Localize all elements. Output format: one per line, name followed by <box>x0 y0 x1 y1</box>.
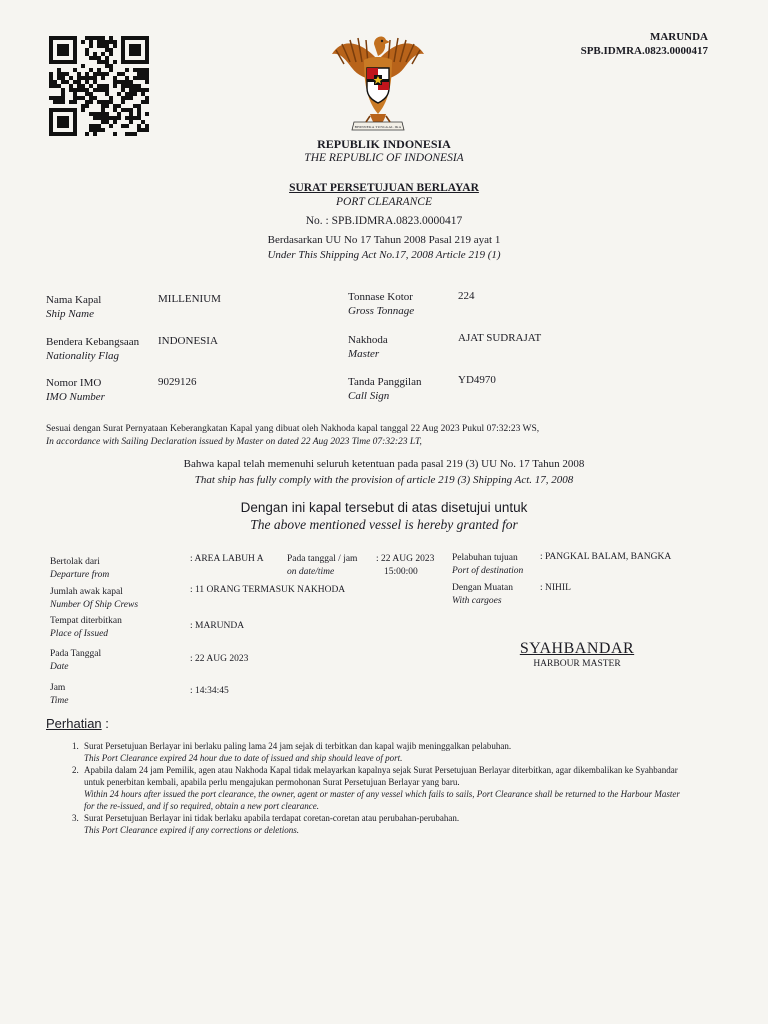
issue-date-label <box>50 648 101 674</box>
imo-label-en: IMO Number <box>46 391 105 403</box>
issue-time-label <box>50 682 68 708</box>
ship-name-label <box>46 293 101 321</box>
document-number: No. : SPB.IDMRA.0823.0000417 <box>305 215 463 227</box>
granted-statement: Dengan ini kapal tersebut di atas disetujui untuk <box>240 500 528 515</box>
header-right <box>581 30 708 58</box>
departure-from-label-en: Departure from <box>50 570 110 580</box>
note-text-id: Apabila dalam 24 jam Pemilik, agen atau Nakhoda Kapal tidak melayarkan kapalnya sejak Surat Persetujuan Berlayar diterbitkan, agar dikembalikan ke Syahbandar untuk penerbitan kembali, apabila perlu mengajukan permohonan Surat Persetujuan Berlayar yang baru. <box>84 765 678 787</box>
issue-time-value: : 14:34:45 <box>190 686 229 696</box>
flag-label-id: Bendera Kebangsaan <box>46 336 140 348</box>
flag-value: INDONESIA <box>158 335 218 347</box>
crew-value: : 11 ORANG TERMASUK NAKHODA <box>190 585 346 595</box>
ship-name-label-en: Ship Name <box>46 308 94 320</box>
departure-from-label-id: Bertolak dari <box>50 557 100 567</box>
cargo-value: : NIHIL <box>540 583 571 593</box>
ship-name-label-id: Nama Kapal <box>46 294 102 306</box>
departure-date: : 22 AUG 2023 <box>376 554 435 564</box>
note-item <box>72 764 692 812</box>
master-label-en: Master <box>348 348 380 360</box>
gross-tonnage-value: 224 <box>458 290 475 302</box>
issue-time-label-en: Time <box>50 696 69 706</box>
destination-label-en: Port of destination <box>452 566 524 576</box>
note-text-en: This Port Clearance expired if any corrections or deletions. <box>84 825 300 835</box>
harbour-master-signature <box>512 640 642 669</box>
ship-name-value: MILLENIUM <box>158 293 221 305</box>
syahbandar-title: SYAHBANDAR <box>519 640 635 657</box>
document-title: SURAT PERSETUJUAN BERLAYAR <box>289 182 479 194</box>
compliance-statement: Bahwa kapal telah memenuhi seluruh ketentuan pada pasal 219 (3) UU No. 17 Tahun 2008 <box>183 458 585 470</box>
crew-label-en: Number Of Ship Crews <box>50 600 139 610</box>
notes-list <box>72 740 692 836</box>
master-label-id: Nakhoda <box>348 334 388 346</box>
place-issued-label-id: Tempat diterbitkan <box>50 616 122 626</box>
republic-title: REPUBLIK INDONESIA <box>317 137 451 151</box>
departure-date-value <box>376 553 434 579</box>
granted-statement-en: The above mentioned vessel is hereby granted for <box>250 517 518 532</box>
imo-label <box>46 376 105 404</box>
garuda-emblem <box>330 30 426 136</box>
destination-label <box>452 552 523 578</box>
flag-label-en: Nationality Flag <box>46 350 120 362</box>
legal-basis: Berdasarkan UU No 17 Tahun 2008 Pasal 219 ayat 1 <box>267 234 501 246</box>
departure-time: 15:00:00 <box>384 567 418 577</box>
cargo-label-id: Dengan Muatan <box>452 583 513 593</box>
issue-date-label-en: Date <box>50 662 69 672</box>
note-number: 1. <box>72 741 79 751</box>
gross-tonnage-label-en: Gross Tonnage <box>348 305 415 317</box>
departure-date-label <box>287 553 357 579</box>
crew-label <box>50 586 138 612</box>
note-number: 3. <box>72 813 79 823</box>
master-label <box>348 333 388 361</box>
doc-code: SPB.IDMRA.0823.0000417 <box>580 45 708 57</box>
callsign-value: YD4970 <box>458 374 496 386</box>
note-number: 2. <box>72 765 79 775</box>
destination-label-id: Pelabuhan tujuan <box>452 553 518 563</box>
issue-time-label-id: Jam <box>50 683 66 693</box>
imo-value: 9029126 <box>158 376 197 388</box>
place-issued-label-en: Place of Issued <box>50 629 109 639</box>
departure-from-value: : AREA LABUH A <box>190 554 264 564</box>
notes-heading-text: Perhatian <box>46 716 102 731</box>
compliance-statement-en: That ship has fully comply with the provision of article 219 (3) Shipping Act. 17, 2008 <box>194 474 574 486</box>
sailing-declaration: Sesuai dengan Surat Pernyataan Keberangkatan Kapal yang dibuat oleh Nakhoda kapal tanggal 22 Aug 2023 Pukul 07:32:23 WS, <box>46 424 540 434</box>
departure-date-label-id: Pada tanggal / jam <box>287 554 358 564</box>
callsign-label-id: Tanda Panggilan <box>348 376 422 388</box>
departure-from-label <box>50 556 109 582</box>
crew-label-id: Jumlah awak kapal <box>50 587 123 597</box>
port-name: MARUNDA <box>649 31 708 43</box>
note-text-id: Surat Persetujuan Berlayar ini tidak berlaku apabila terdapat coretan-coretan atau perubahan-perubahan. <box>84 813 460 823</box>
qr-code <box>48 36 150 136</box>
place-issued-value: : MARUNDA <box>190 621 245 631</box>
republic-title-en: THE REPUBLIC OF INDONESIA <box>304 152 464 164</box>
callsign-label <box>348 375 421 403</box>
cargo-label <box>452 582 513 608</box>
departure-date-label-en: on date/time <box>287 567 335 577</box>
emblem-ribbon-text: BHINNEKA TUNGGAL IKA <box>354 125 402 129</box>
issue-date-value: : 22 AUG 2023 <box>190 654 249 664</box>
sailing-declaration-en: In accordance with Sailing Declaration issued by Master on dated 22 Aug 2023 Time 07:32:23 LT, <box>46 437 422 447</box>
note-text-en: This Port Clearance expired 24 hour due to date of issued and ship should leave of port. <box>84 753 403 763</box>
notes-heading: Perhatian : <box>46 716 109 731</box>
destination-value: : PANGKAL BALAM, BANGKA <box>540 552 672 562</box>
note-text-id: Surat Persetujuan Berlayar ini berlaku paling lama 24 jam sejak di terbitkan dan kapal wajib meninggalkan pelabuhan. <box>84 741 512 751</box>
callsign-label-en: Call Sign <box>348 390 390 402</box>
master-value: AJAT SUDRAJAT <box>458 332 542 344</box>
imo-label-id: Nomor IMO <box>46 377 102 389</box>
note-item <box>72 812 692 836</box>
document-title-en: PORT CLEARANCE <box>336 196 432 208</box>
gross-tonnage-label-id: Tonnase Kotor <box>348 291 413 303</box>
issue-date-label-id: Pada Tanggal <box>50 649 102 659</box>
note-text-en: Within 24 hours after issued the port clearance, the owner, agent or master of any vessel which fails to sails, Port Clearance shall be returned to the Harbour Master for the re-issued, and if so required, obtain a new port clearance. <box>84 789 680 811</box>
legal-basis-en: Under This Shipping Act No.17, 2008 Article 219 (1) <box>267 249 501 261</box>
place-issued-label <box>50 615 122 641</box>
harbour-master-title: HARBOUR MASTER <box>533 659 621 669</box>
note-item <box>72 740 692 764</box>
cargo-label-en: With cargoes <box>452 596 502 606</box>
flag-label <box>46 335 139 363</box>
gross-tonnage-label <box>348 290 414 318</box>
